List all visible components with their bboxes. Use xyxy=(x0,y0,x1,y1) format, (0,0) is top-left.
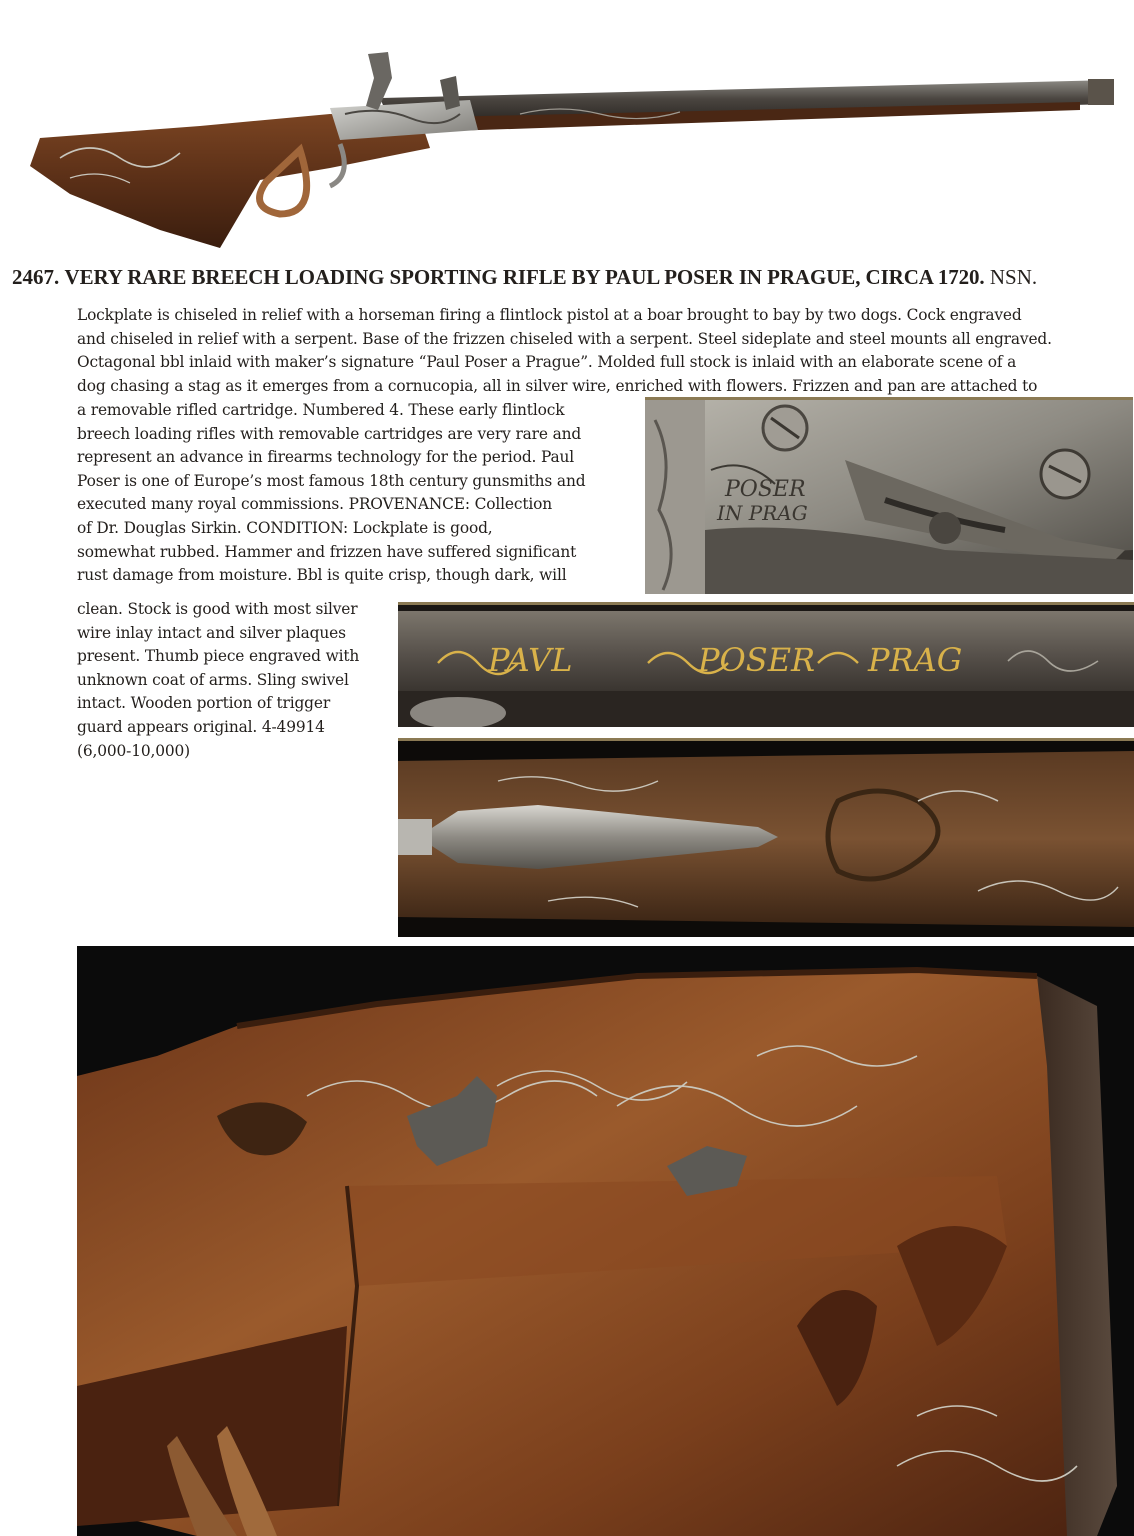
barrel-inscription-1: PAVL xyxy=(488,641,573,679)
description-line: and chiseled in relief with a serpent. Base of the frizzen chiseled with a serpent. Steel sideplate and steel mounts all engraved. xyxy=(77,329,1052,348)
barrel-inscription-2: POSER xyxy=(698,641,816,679)
lot-number: 2467. xyxy=(12,265,60,289)
rifle-photo xyxy=(0,18,1134,250)
description-line: Lockplate is chiseled in relief with a horseman firing a flintlock pistol at a boar brought to bay by two dogs. Cock engraved xyxy=(77,306,1022,324)
description-line: breech loading rifles with removable cartridges are very rare and xyxy=(77,424,582,443)
lot-title: VERY RARE BREECH LOADING SPORTING RIFLE BY PAUL POSER IN PRAGUE, CIRCA 1720. xyxy=(64,265,985,289)
description-line: present. Thumb piece engraved with xyxy=(77,647,360,666)
description-line: executed many royal commissions. PROVENANCE: Collection xyxy=(77,495,553,514)
lot-nsn: NSN. xyxy=(989,265,1038,289)
description-line: rust damage from moisture. Bbl is quite crisp, though dark, will xyxy=(77,566,567,585)
lockplate-inscription-2: IN PRAG xyxy=(717,501,808,525)
description-middle xyxy=(77,399,637,588)
lockplate-detail-photo xyxy=(645,397,1133,594)
thumb-piece-detail-photo xyxy=(398,738,1134,937)
description-line: clean. Stock is good with most silver xyxy=(77,600,358,618)
barrel-inscription-3: PRAG xyxy=(868,641,963,679)
description-line: Poser is one of Europe’s most famous 18th century gunsmiths and xyxy=(77,471,586,490)
description-line: unknown coat of arms. Sling swivel xyxy=(77,670,349,689)
stock-detail-photo xyxy=(77,946,1134,1536)
description-line: dog chasing a stag as it emerges from a cornucopia, all in silver wire, enriched with flowers. Frizzen and pan are attached to xyxy=(77,376,1038,395)
description-narrow xyxy=(77,598,397,763)
barrel-signature-photo xyxy=(398,602,1134,727)
description-line: (6,000-10,000) xyxy=(77,741,191,760)
description-line: a removable rifled cartridge. Numbered 4. These early flintlock xyxy=(77,401,565,419)
description-line: guard appears original. 4-49914 xyxy=(77,717,325,736)
description-line: somewhat rubbed. Hammer and frizzen have suffered significant xyxy=(77,542,577,561)
description-line: intact. Wooden portion of trigger xyxy=(77,694,331,713)
lockplate-inscription-1: POSER xyxy=(725,477,806,502)
lot-heading xyxy=(12,264,1127,291)
description-line: wire inlay intact and silver plaques xyxy=(77,623,346,642)
description-full-width xyxy=(77,304,1127,398)
description-line: of Dr. Douglas Sirkin. CONDITION: Lockplate is good, xyxy=(77,518,493,537)
description-line: Octagonal bbl inlaid with maker’s signature “Paul Poser a Prague”. Molded full stock is inlaid with an elaborate scene of a xyxy=(77,353,1017,372)
description-line: represent an advance in firearms technology for the period. Paul xyxy=(77,448,575,467)
